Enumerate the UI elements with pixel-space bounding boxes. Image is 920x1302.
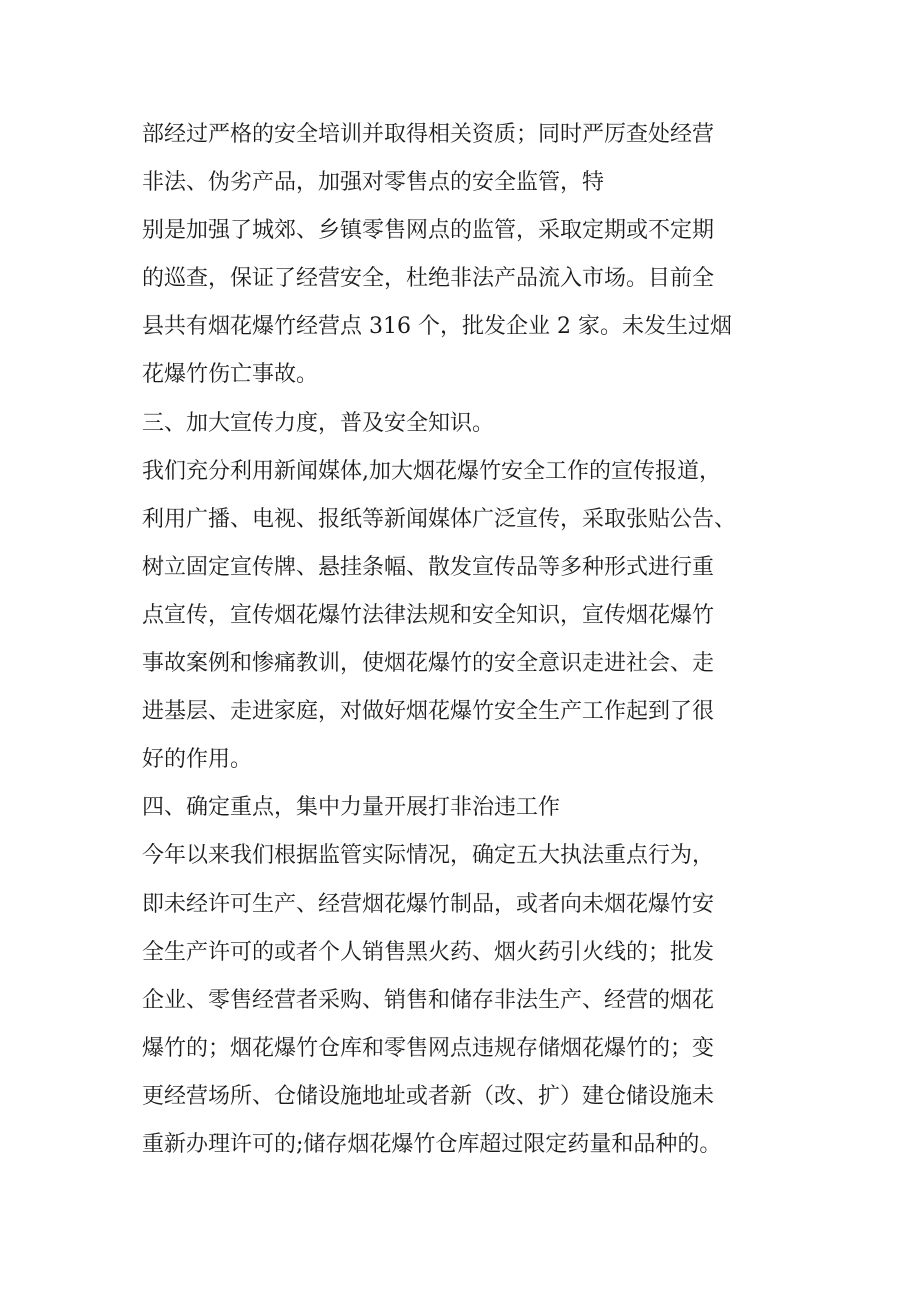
text-line: 更经营场所、仓储设施地址或者新（改、扩）建仓储设施未: [142, 1083, 715, 1109]
section-heading: 三、加大宣传力度，普及安全知识。: [142, 410, 495, 436]
text-line: 树立固定宣传牌、悬挂条幅、散发宣传品等多种形式进行重: [142, 554, 715, 580]
text-line: 利用广播、电视、报纸等新闻媒体广泛宣传，采取张贴公告、: [142, 506, 737, 532]
text-line: 全生产许可的或者个人销售黑火药、烟火药引火线的；批发: [142, 939, 715, 965]
text-line: 事故案例和惨痛教训，使烟花爆竹的安全意识走进社会、走: [142, 651, 715, 677]
text-line: 非法、伪劣产品，加强对零售点的安全监管，特: [142, 170, 605, 196]
text-line: 别是加强了城郊、乡镇零售网点的监管，采取定期或不定期: [142, 218, 715, 244]
text-line: 进基层、走进家庭，对做好烟花爆竹安全生产工作起到了很: [142, 699, 715, 725]
text-line: 重新办理许可的;储存烟花爆竹仓库超过限定药量和品种的。: [142, 1131, 722, 1157]
text-line: 爆竹的；烟花爆竹仓库和零售网点违规存储烟花爆竹的；变: [142, 1035, 715, 1061]
text-line: 今年以来我们根据监管实际情况，确定五大执法重点行为，: [142, 843, 715, 869]
text-line: 好的作用。: [142, 747, 253, 773]
text-line: 企业、零售经营者采购、销售和储存非法生产、经营的烟花: [142, 987, 715, 1013]
text-line: 花爆竹伤亡事故。: [142, 362, 319, 388]
section-heading: 四、确定重点，集中力量开展打非治违工作: [142, 795, 561, 821]
document-body: [142, 111, 792, 1169]
text-line: 县共有烟花爆竹经营点 316 个，批发企业 2 家。未发生过烟: [142, 314, 732, 340]
text-line: 点宣传，宣传烟花爆竹法律法规和安全知识，宣传烟花爆竹: [142, 602, 715, 628]
text-line: 即未经许可生产、经营烟花爆竹制品，或者向未烟花爆竹安: [142, 891, 715, 917]
text-line: 的巡查，保证了经营安全，杜绝非法产品流入市场。目前全: [142, 266, 715, 292]
text-line: 我们充分利用新闻媒体,加大烟花爆竹安全工作的宣传报道，: [142, 458, 721, 484]
text-line: 部经过严格的安全培训并取得相关资质；同时严厉查处经营: [142, 122, 715, 147]
